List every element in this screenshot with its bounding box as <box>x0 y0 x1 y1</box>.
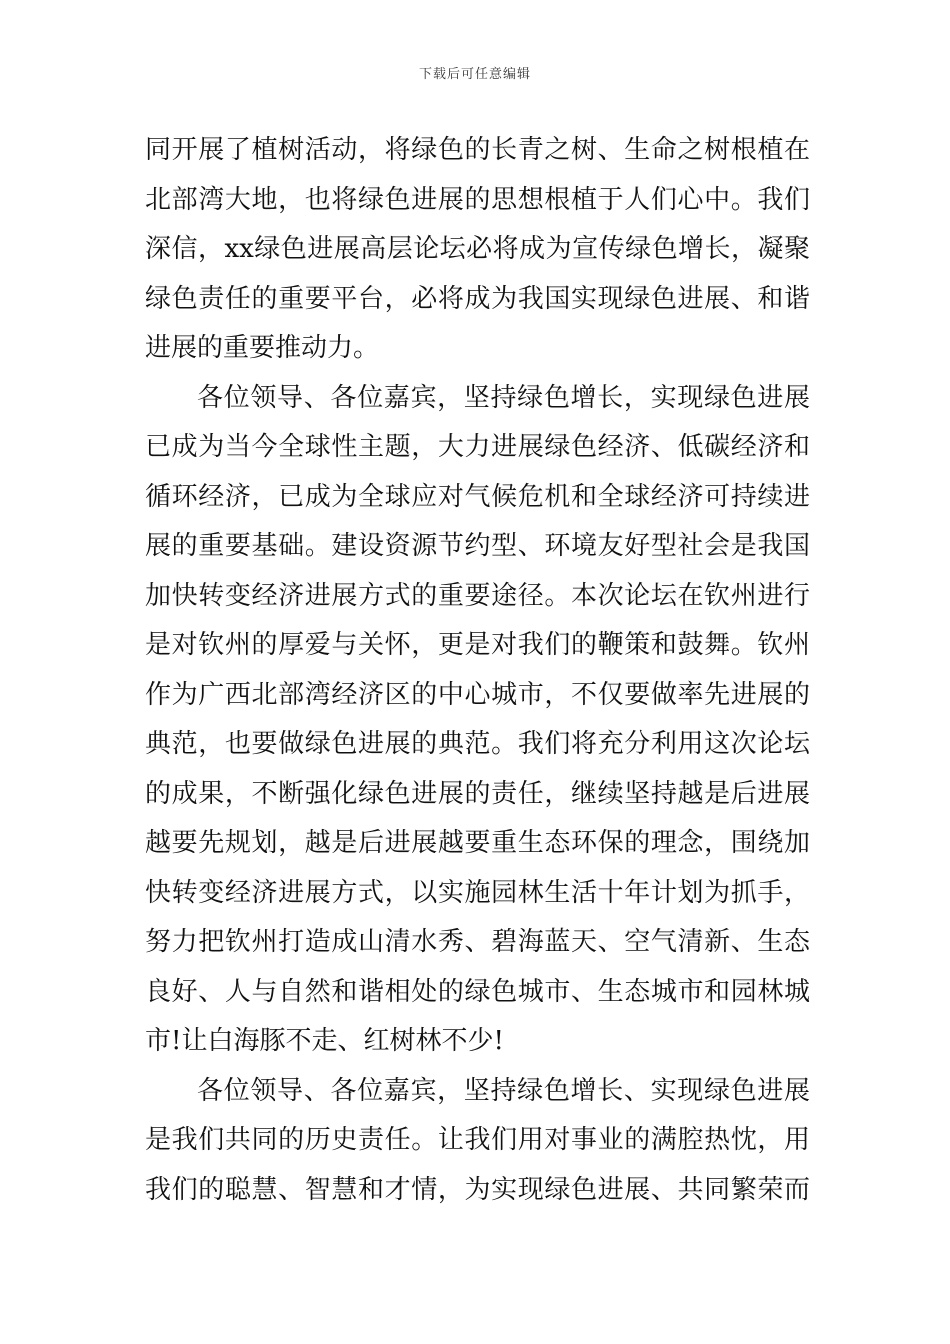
text-line: 进展的重要推动力。 <box>145 333 380 363</box>
text-line: 同开展了植树活动，将绿色的长青之树、生命之树根植在 <box>145 135 810 165</box>
text-line: 北部湾大地，也将绿色进展的思想根植于人们心中。我们 <box>145 184 810 215</box>
text-line: 良好、人与自然和谐相处的绿色城市、生态城市和园林城 <box>145 976 810 1007</box>
text-line: 加快转变经济进展方式的重要途径。本次论坛在钦州进行 <box>145 580 810 611</box>
text-line: 越要先规划，越是后进展越要重生态环保的理念，围绕加 <box>145 828 810 858</box>
text-line: 已成为当今全球性主题，大力进展绿色经济、低碳经济和 <box>145 432 810 462</box>
text-line: 深信，xx绿色进展高层论坛必将成为宣传绿色增长，凝聚 <box>145 234 810 264</box>
text-line: 市!让白海豚不走、红树林不少! <box>145 1026 504 1056</box>
body-text <box>145 126 810 1215</box>
text-line: 快转变经济进展方式，以实施园林生活十年计划为抓手， <box>145 877 810 908</box>
page-header-note: 下载后可任意编辑 <box>418 67 531 82</box>
text-line: 是我们共同的历史责任。让我们用对事业的满腔热忱，用 <box>145 1125 810 1155</box>
text-line: 是对钦州的厚爱与关怀，更是对我们的鞭策和鼓舞。钦州 <box>145 630 810 660</box>
text-line: 循环经济，已成为全球应对气候危机和全球经济可持续进 <box>145 481 810 512</box>
text-line: 努力把钦州打造成山清水秀、碧海蓝天、空气清新、生态 <box>145 927 810 957</box>
text-line: 典范，也要做绿色进展的典范。我们将充分利用这次论坛 <box>145 729 810 759</box>
text-line: 我们的聪慧、智慧和才情，为实现绿色进展、共同繁荣而 <box>145 1174 810 1205</box>
text-line: 绿色责任的重要平台，必将成为我国实现绿色进展、和谐 <box>145 283 810 314</box>
text-line: 展的重要基础。建设资源节约型、环境友好型社会是我国 <box>145 531 810 561</box>
text-line: 的成果，不断强化绿色进展的责任，继续坚持越是后进展 <box>145 778 810 809</box>
text-line: 各位领导、各位嘉宾，坚持绿色增长，实现绿色进展 <box>197 382 810 413</box>
text-line: 各位领导、各位嘉宾，坚持绿色增长、实现绿色进展 <box>197 1075 810 1106</box>
text-line: 作为广西北部湾经济区的中心城市，不仅要做率先进展的 <box>145 679 810 710</box>
